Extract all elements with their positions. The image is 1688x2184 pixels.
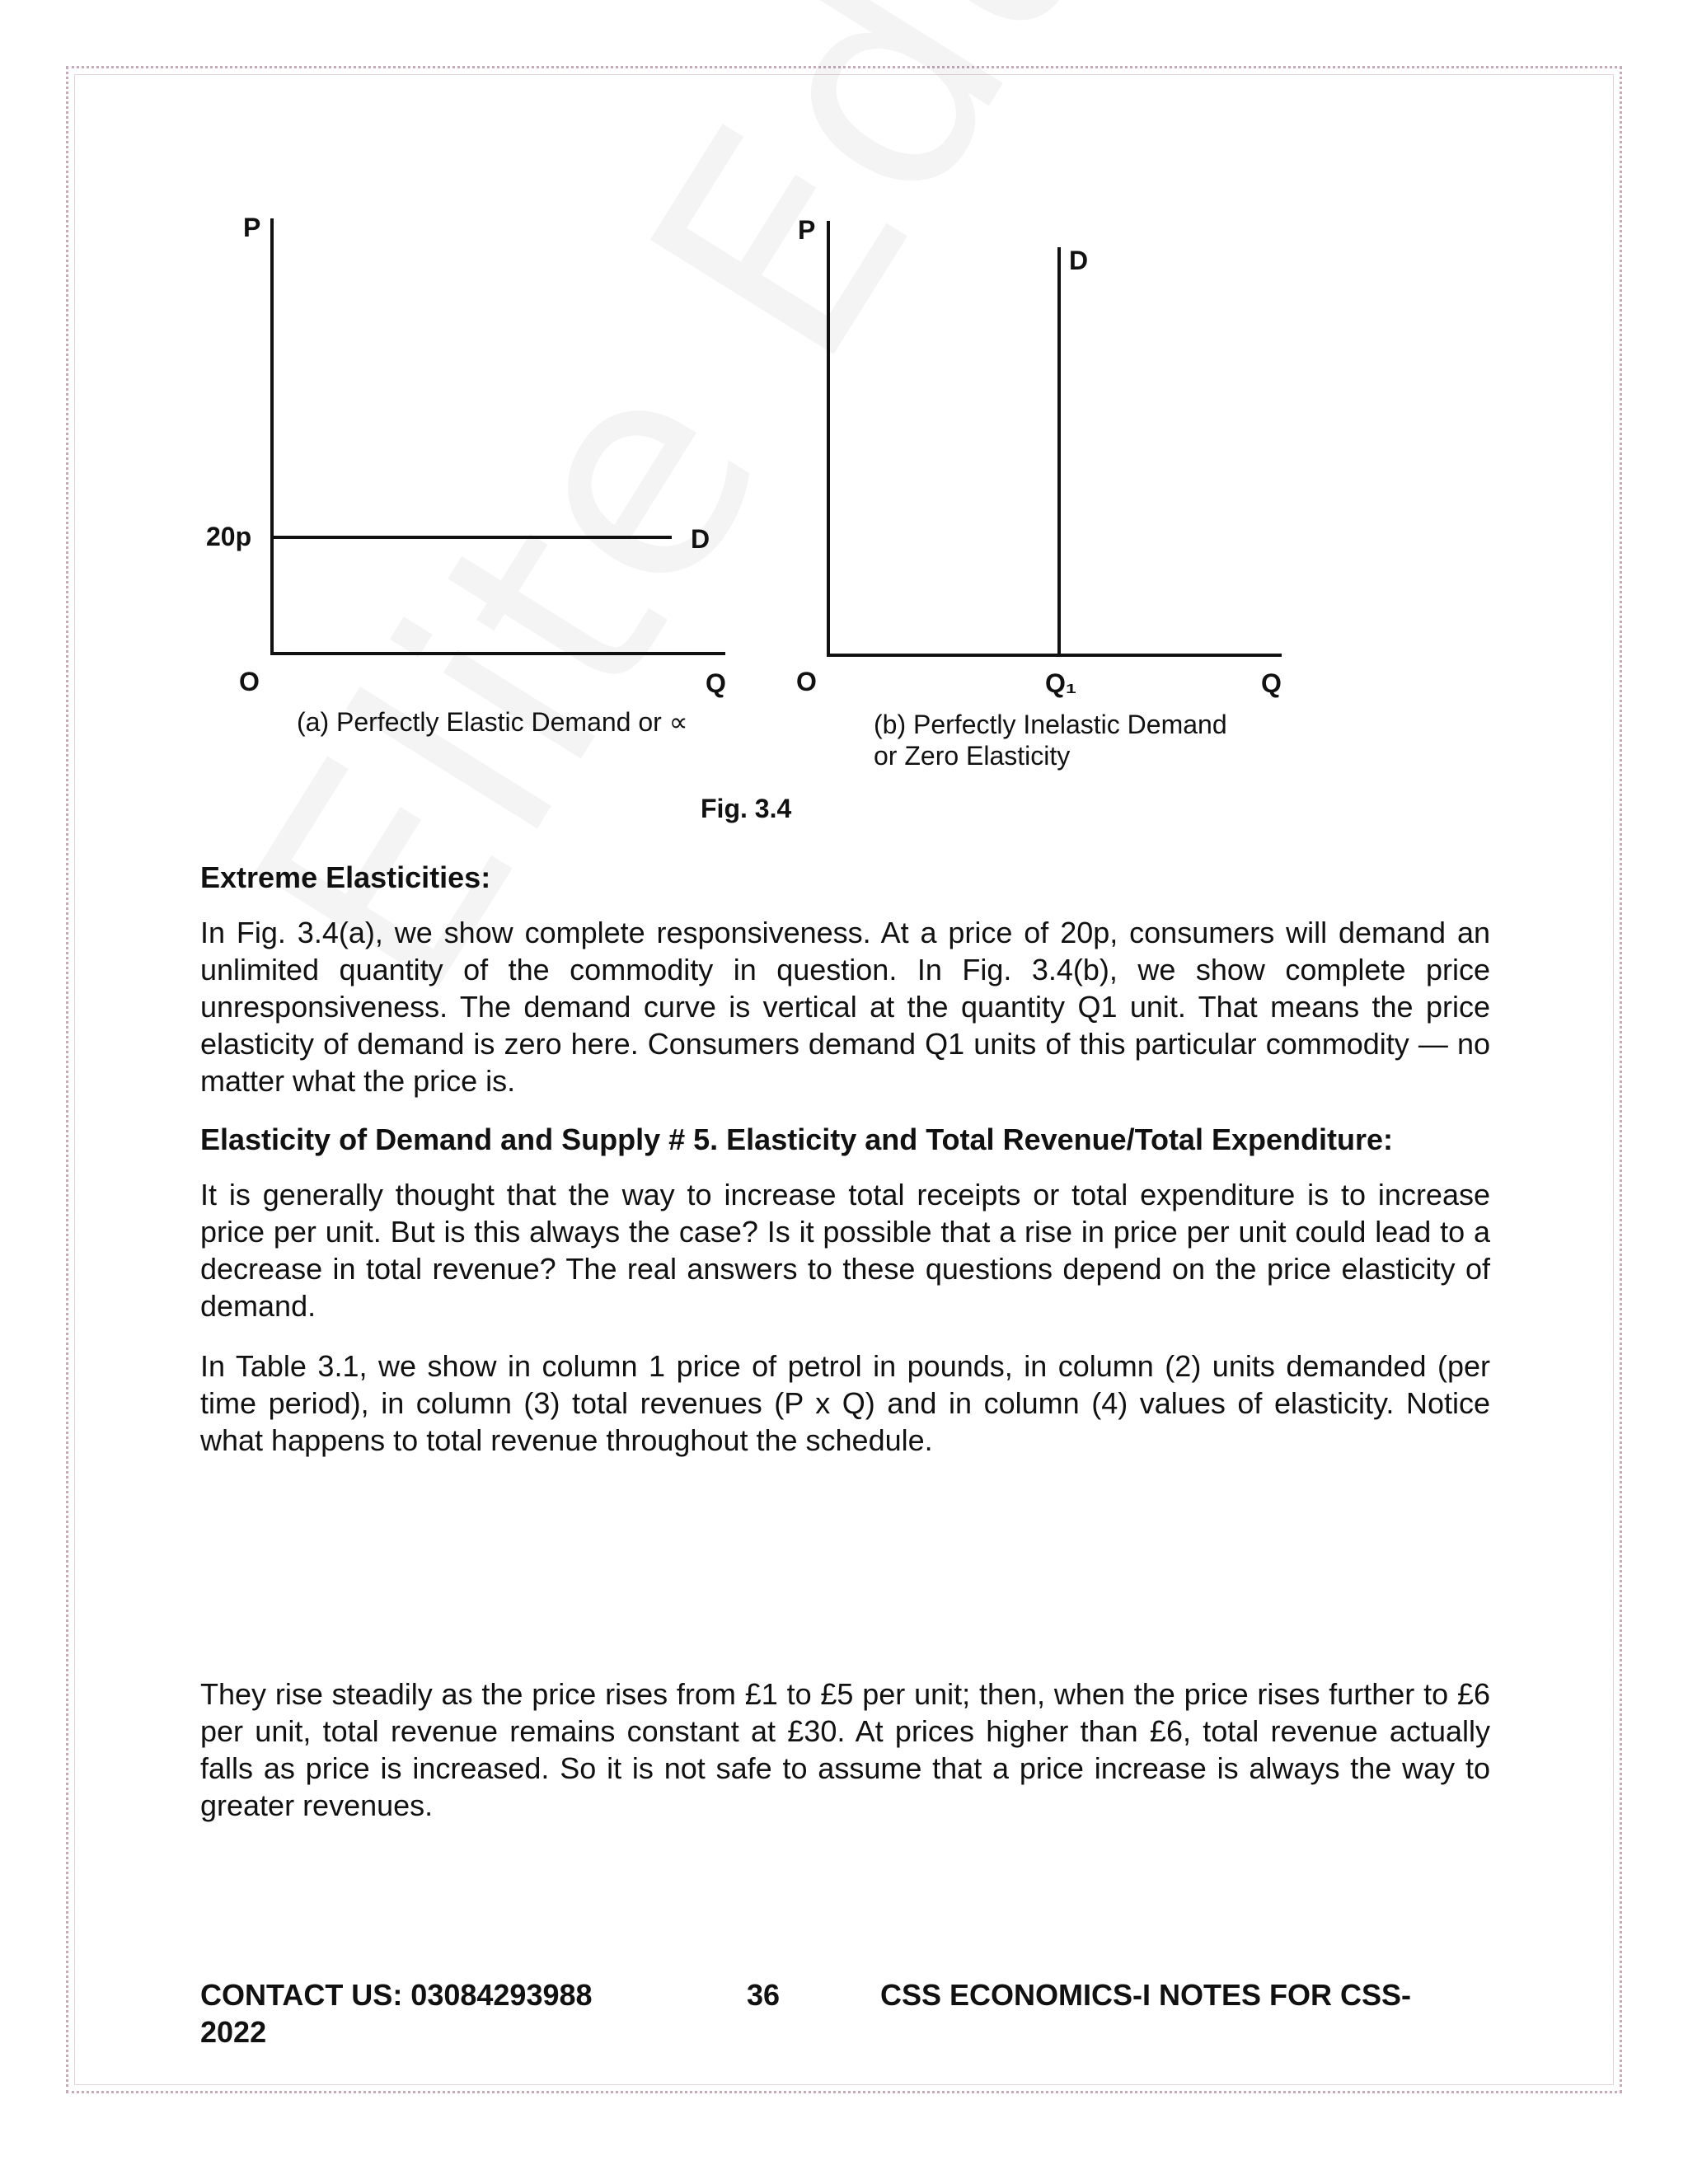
section-extreme-elasticities — [200, 859, 1490, 1459]
right-origin-label: O — [796, 667, 817, 696]
figure-3-4 — [0, 0, 1688, 841]
right-y-axis-label: P — [798, 215, 816, 245]
footer-contact — [200, 1976, 593, 2050]
footer-year: 2022 — [200, 2015, 267, 2049]
left-curve-label: D — [691, 524, 710, 554]
right-quantity-label: Q₁ — [1045, 668, 1077, 698]
left-caption: (a) Perfectly Elastic Demand or ∝ — [297, 707, 688, 737]
section-revenue-conclusion — [200, 1675, 1490, 1824]
section1-heading: Extreme Elasticities: — [200, 860, 491, 894]
right-curve-label: D — [1069, 246, 1089, 275]
section2-paragraph1: It is generally thought that the way to increase total receipts or total expenditure is to increase price per unit. But is this always the case? Is it possible that a rise in price per unit could lead to a decrease in total revenue? The real answers to these questions depend on the price elasticity of demand. — [200, 1178, 1490, 1323]
footer-title: CSS ECONOMICS-I NOTES FOR CSS- — [880, 1978, 1412, 2012]
section2-paragraph3: They rise steadily as the price rises from £1 to £5 per unit; then, when the price rises further to £6 per unit, total revenue remains constant at £30. At prices higher than £6, total revenue actually falls as price is increased. So it is not safe to assume that a price increase is always the way to greater revenues. — [200, 1677, 1490, 1822]
section1-paragraph: In Fig. 3.4(a), we show complete responsiveness. At a price of 20p, consumers will demand an unlimited quantity of the commodity in question. In Fig. 3.4(b), we show complete price unresponsiveness. The demand curve is vertical at the quantity Q1 unit. That means the price elasticity of demand is zero here. Consumers demand Q1 units of this particular commodity — no matter what the price is. — [200, 916, 1490, 1098]
page-number: 36 — [747, 1978, 781, 2012]
figure-number: Fig. 3.4 — [701, 794, 792, 823]
chart-perfectly-elastic — [206, 213, 726, 737]
footer-contact-text: CONTACT US: 03084293988 — [200, 1978, 593, 2012]
left-origin-label: O — [239, 667, 260, 696]
section2-heading: Elasticity of Demand and Supply # 5. Elasticity and Total Revenue/Total Expenditure: — [200, 1122, 1393, 1156]
left-x-axis-label: Q — [706, 668, 726, 698]
right-caption-line1: (b) Perfectly Inelastic Demand — [874, 710, 1227, 739]
right-x-axis-label: Q — [1261, 668, 1282, 698]
left-price-label: 20p — [206, 522, 252, 551]
left-y-axis-label: P — [243, 213, 261, 242]
right-caption-line2: or Zero Elasticity — [874, 741, 1071, 771]
chart-perfectly-inelastic — [796, 215, 1282, 771]
section2-paragraph2: In Table 3.1, we show in column 1 price of petrol in pounds, in column (2) units demanded (per time period), in column (3) total revenues (P x Q) and in column (4) values of elasticity. Notice what happens to total revenue throughout the schedule. — [200, 1349, 1490, 1457]
